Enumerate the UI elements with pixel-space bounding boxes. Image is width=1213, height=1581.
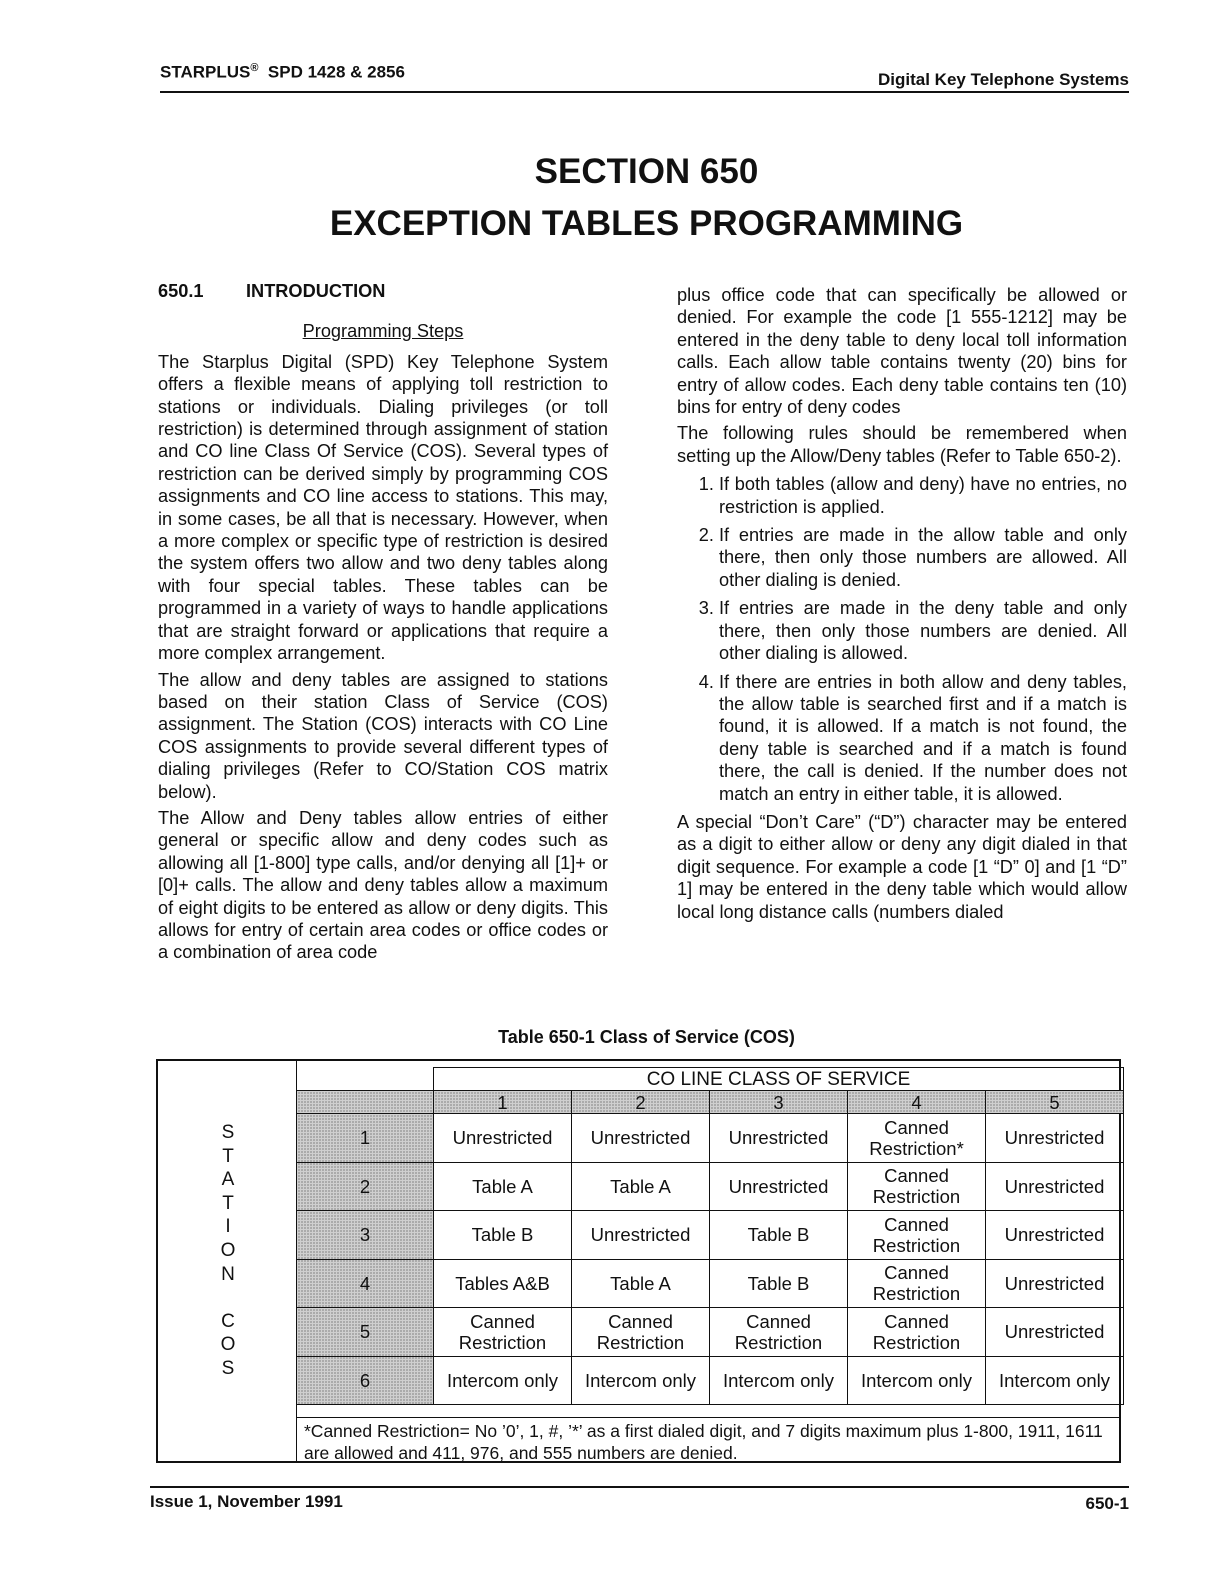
table-cell: Unrestricted: [572, 1114, 710, 1163]
table-cell: Canned Restriction*: [848, 1114, 986, 1163]
programming-steps-subheading: Programming Steps: [302, 321, 464, 342]
station-cos-number: 3: [297, 1211, 434, 1260]
right-column: [677, 284, 1127, 927]
table-cell: Intercom only: [572, 1356, 710, 1405]
side-letter: N: [221, 1263, 235, 1285]
co-line-cos-header: CO LINE CLASS OF SERVICE: [434, 1068, 1124, 1091]
co-cos-column-header: 1: [434, 1091, 572, 1114]
rule-item: 2. If entries are made in the allow table and only there, then only those numbers are allowed. All other dialing is denied.: [719, 524, 1127, 591]
station-cos-number: 4: [297, 1259, 434, 1308]
side-letter: O: [220, 1239, 236, 1261]
table-cell: Unrestricted: [434, 1114, 572, 1163]
co-cos-column-header: 5: [986, 1091, 1124, 1114]
intro-heading: [158, 280, 608, 302]
table-cell: Intercom only: [434, 1356, 572, 1405]
table-cell: Table B: [710, 1259, 848, 1308]
table-row: [297, 1114, 1124, 1163]
side-letter: T: [222, 1192, 234, 1214]
table-cell: Table A: [434, 1162, 572, 1211]
station-cos-number: 1: [297, 1114, 434, 1163]
side-letter: S: [221, 1122, 235, 1143]
brand-name: STARPLUS: [160, 62, 251, 82]
issue-date: Issue 1, November 1991: [150, 1492, 343, 1511]
rule-item: 4. If there are entries in both allow and deny tables, the allow table is searched first and if a match is found, it is allowed. If a match is not found, the deny table is searched and if a match is found there, the call is denied. If the number does not match an entry in either table, it is allowed.: [719, 671, 1127, 805]
station-cos-number: 6: [297, 1356, 434, 1405]
model-name: SPD 1428 & 2856: [267, 62, 405, 82]
table-cell: Canned Restriction: [848, 1259, 986, 1308]
table-cell: Unrestricted: [710, 1162, 848, 1211]
table-cell: Intercom only: [986, 1356, 1124, 1405]
cos-grid: [296, 1067, 1124, 1405]
dont-care-paragraph: A special “Don’t Care” (“D”) character may be entered as a digit to either allow or deny any digit dialed in that digit sequence. For example a code [1 “D” 0] and [1 “D” 1] may be entered in the deny table which would allow local long distance calls (numbers dialed: [677, 811, 1127, 922]
table-cell: Intercom only: [710, 1356, 848, 1405]
table-cell: Table B: [710, 1211, 848, 1260]
body-paragraph: plus office code that can specifically be allowed or denied. For example the code [1 555-1212] may be entered in the deny table to deny local toll information calls. Each allow table contains twenty (20) bins for entry of allow codes. Each deny table contains ten (10) bins for entry of deny codes: [677, 285, 1127, 418]
rule-item: 1. If both tables (allow and deny) have no entries, no restriction is applied.: [719, 473, 1127, 518]
side-letter: I: [225, 1216, 231, 1238]
side-letter: C: [221, 1310, 235, 1332]
running-header-left: [160, 62, 405, 83]
table-cell: Unrestricted: [986, 1308, 1124, 1357]
table-row: [297, 1211, 1124, 1260]
left-column: [158, 280, 608, 968]
intro-paragraph: The Allow and Deny tables allow entries of either general or specific allow and deny codes such as allowing all [1-800] type calls, and/or denying all [1]+ or [0]+ calls. The allow and deny tables allow a maximum of eight digits to be entered as allow or deny digits. This allows for entry of certain area codes or office codes or a combination of area code: [158, 807, 608, 963]
table-cell: Canned Restriction: [848, 1162, 986, 1211]
co-line-header-row: [297, 1068, 1124, 1091]
table-row: [297, 1162, 1124, 1211]
table-cell: Unrestricted: [986, 1162, 1124, 1211]
co-cos-column-header: 2: [572, 1091, 710, 1114]
side-letter: [218, 1286, 238, 1310]
section-number-title: SECTION 650: [534, 152, 759, 191]
registered-mark: ®: [250, 62, 259, 74]
station-cos-number: 2: [297, 1162, 434, 1211]
table-cell: Table B: [434, 1211, 572, 1260]
section-title: EXCEPTION TABLES PROGRAMMING: [329, 204, 964, 243]
page-number: 650-1: [1085, 1494, 1129, 1513]
cos-table: [156, 1059, 1121, 1463]
table-row: [297, 1356, 1124, 1405]
column-number-row: [297, 1091, 1124, 1114]
table-cell: Canned Restriction: [710, 1308, 848, 1357]
rules-list: [677, 473, 1127, 805]
table-cell: Unrestricted: [986, 1259, 1124, 1308]
intro-paragraph: The allow and deny tables are assigned to stations based on their station Class of Service (COS) assignment. The Station (COS) interacts with CO Line COS assignments to provide several different types of dialing privileges (Refer to CO/Station COS matrix below).: [158, 669, 608, 802]
side-letter: O: [220, 1334, 236, 1356]
canned-restriction-footnote: *Canned Restriction= No ’0’, 1, #, ’*’ as a first dialed digit, and 7 digits maximum plus 1-800, 1911, 1611 are allowed and 411, 976, and 555 numbers are denied.: [296, 1417, 1119, 1466]
table-title: Table 650-1 Class of Service (COS): [498, 1027, 795, 1047]
station-cos-side-label: [158, 1061, 297, 1461]
body-paragraph: The following rules should be remembered when setting up the Allow/Deny tables (Refer to Table 650-2).: [677, 423, 1127, 466]
table-cell: Unrestricted: [986, 1114, 1124, 1163]
header-rule: [160, 91, 1129, 93]
running-header-right: Digital Key Telephone Systems: [878, 70, 1129, 89]
table-cell: Intercom only: [848, 1356, 986, 1405]
co-cos-column-header: 3: [710, 1091, 848, 1114]
table-cell: Canned Restriction: [572, 1308, 710, 1357]
table-cell: Unrestricted: [710, 1114, 848, 1163]
intro-title: INTRODUCTION: [246, 281, 386, 301]
footer-rule: [150, 1486, 1129, 1488]
table-cell: Unrestricted: [572, 1211, 710, 1260]
side-letter: S: [221, 1357, 235, 1379]
table-cell: Canned Restriction: [848, 1308, 986, 1357]
table-cell: Table A: [572, 1162, 710, 1211]
table-cell: Table A: [572, 1259, 710, 1308]
side-letter: T: [222, 1145, 234, 1167]
intro-paragraph: The Starplus Digital (SPD) Key Telephone System offers a flexible means of applying toll restriction to stations or individuals. Dialing privileges (or toll restriction) is determined through assignment of station and CO line Class Of Service (COS). Several types of restriction can be derived simply by programming COS assignments and CO line access to stations. This may, in some cases, be all that is necessary. However, when a more complex or specific type of restriction is desired the system offers two allow and two deny tables along with four special tables. These tables can be programmed in a variety of ways to handle applications that are straight forward or applications that require a more complex arrangement.: [158, 351, 608, 664]
table-row: [297, 1259, 1124, 1308]
station-cos-letters: [218, 1121, 238, 1381]
table-cell: Canned Restriction: [848, 1211, 986, 1260]
table-cell: Tables A&B: [434, 1259, 572, 1308]
corner-shaded: [297, 1091, 434, 1114]
corner-blank: [297, 1068, 434, 1091]
intro-number: 650.1: [158, 281, 204, 301]
co-cos-column-header: 4: [848, 1091, 986, 1114]
side-letter: A: [221, 1169, 235, 1191]
table-cell: Unrestricted: [986, 1211, 1124, 1260]
table-cell: Canned Restriction: [434, 1308, 572, 1357]
rule-item: 3. If entries are made in the deny table and only there, then only those numbers are denied. All other dialing is allowed.: [719, 597, 1127, 664]
station-cos-number: 5: [297, 1308, 434, 1357]
table-row: [297, 1308, 1124, 1357]
